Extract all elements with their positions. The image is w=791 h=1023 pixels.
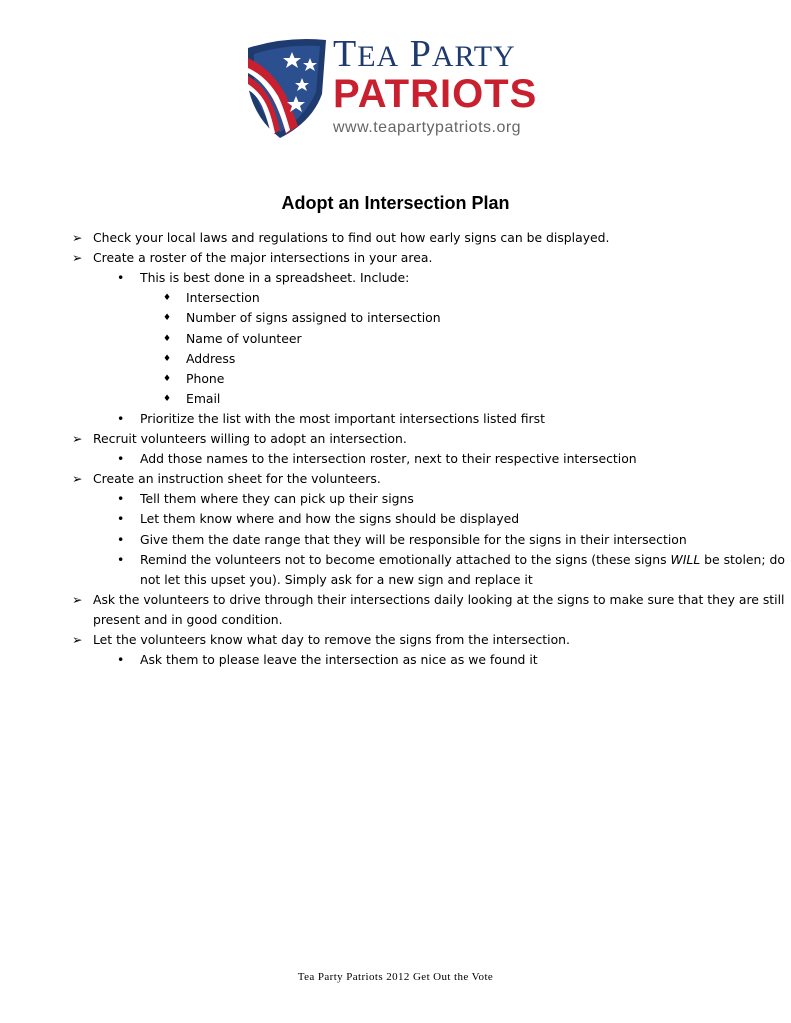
list-item-text: Name of volunteer [186, 330, 302, 346]
list-item-text: not let this upset you). Simply ask for a new sign and replace it [140, 571, 533, 587]
list-item-text: Let the volunteers know what day to remove the signs from the intersection. [93, 632, 570, 647]
diamond-bullet-icon: ♦ [163, 393, 172, 404]
diamond-bullet-icon: ♦ [163, 333, 172, 344]
diamond-bullet-icon: ♦ [163, 293, 172, 304]
arrow-bullet-icon: ➢ [72, 431, 83, 446]
list-item-text: Email [186, 390, 221, 406]
round-bullet-icon: • [117, 270, 125, 286]
logo-line-tea-party: TEA PARTY [333, 33, 516, 75]
list-item-text: Intersection [186, 290, 260, 306]
logo-url: www.teapartypatriots.org [333, 119, 522, 136]
round-bullet-icon: • [117, 410, 125, 426]
diamond-bullet-icon: ♦ [163, 313, 172, 324]
round-bullet-icon: • [117, 451, 125, 467]
arrow-bullet-icon: ➢ [72, 632, 83, 647]
list-item-text: Check your local laws and regulations to find out how early signs can be displayed. [93, 230, 610, 245]
list-item-text: Address [186, 350, 236, 366]
list-item-text: Ask them to please leave the intersection as nice as we found it [140, 652, 538, 668]
list-item-text: Ask the volunteers to drive through their intersections daily looking at the signs to make sure that they are still [93, 591, 785, 607]
document-title: Adopt an Intersection Plan [281, 193, 510, 213]
list-item-text: Tell them where they can pick up their signs [140, 491, 414, 507]
arrow-bullet-icon: ➢ [72, 250, 83, 266]
arrow-bullet-icon: ➢ [72, 230, 83, 245]
arrow-bullet-icon: ➢ [72, 471, 83, 487]
list-item-text: Create an instruction sheet for the volunteers. [93, 471, 381, 487]
list-item-text: Recruit volunteers willing to adopt an intersection. [93, 431, 407, 446]
list-item-text: Remind the volunteers not to become emotionally attached to the signs (these signs WILL be stolen; do [140, 551, 785, 567]
page-footer: Tea Party Patriots 2012 Get Out the Vote [297, 971, 494, 983]
diamond-bullet-icon: ♦ [163, 353, 172, 364]
logo-line-patriots: PATRIOTS [333, 72, 538, 116]
list-item-text: Let them know where and how the signs should be displayed [140, 511, 520, 527]
emphasis-text: WILL [670, 551, 701, 567]
diamond-bullet-icon: ♦ [163, 373, 172, 384]
flag-shield-icon [240, 34, 332, 140]
round-bullet-icon: • [117, 491, 125, 507]
arrow-bullet-icon: ➢ [72, 591, 83, 607]
list-item-text: present and in good condition. [93, 611, 283, 627]
round-bullet-icon: • [117, 531, 125, 547]
list-item-text: Add those names to the intersection roster, next to their respective intersection [140, 451, 637, 467]
tea-party-patriots-logo [240, 34, 550, 144]
list-item-text: This is best done in a spreadsheet. Include: [140, 270, 410, 286]
list-item-text: Prioritize the list with the most important intersections listed first [140, 410, 545, 426]
list-item-text: Phone [186, 370, 225, 386]
round-bullet-icon: • [117, 652, 125, 668]
round-bullet-icon: • [117, 551, 125, 567]
list-item-text: Give them the date range that they will be responsible for the signs in their intersection [140, 531, 687, 547]
round-bullet-icon: • [117, 511, 125, 527]
list-item-text: Create a roster of the major intersections in your area. [93, 250, 433, 266]
list-item-text: Number of signs assigned to intersection [186, 310, 441, 326]
